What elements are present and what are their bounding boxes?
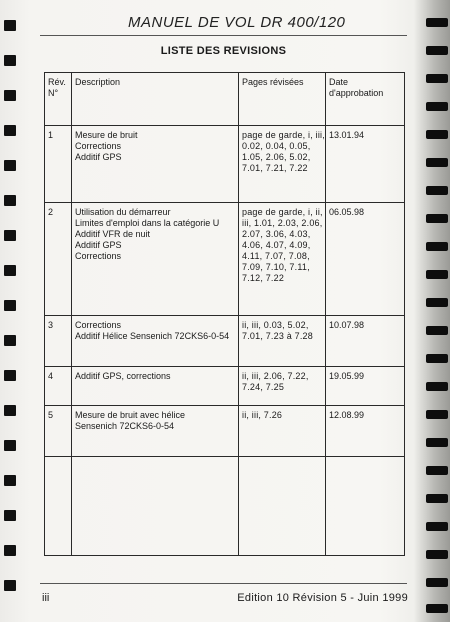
page-number: iii [42,592,50,604]
description-line: Sensenich 72CKS6-0-54 [75,421,175,431]
binding-ring [426,158,448,167]
binding-hole [4,335,16,346]
rev-number: 3 [45,316,72,367]
binding-ring [426,214,448,223]
rev-pages [239,316,326,367]
binding-ring [426,410,448,419]
binding-hole [4,125,16,136]
header-divider [40,35,407,36]
pages-line: ii, iii, 0.03, 5.02, [242,320,309,330]
rev-number: 5 [45,406,72,457]
table-row [45,406,405,457]
binding-hole [4,55,16,66]
binding-ring [426,438,448,447]
rev-description [72,406,239,457]
binding-ring [426,604,448,613]
spiral-binding-left [0,0,22,622]
rev-pages [239,367,326,406]
header-date-line: Date [329,77,349,87]
table-row [45,126,405,203]
description-line: Corrections [75,251,122,261]
manual-title: MANUEL DE VOL DR 400/120 [128,14,346,31]
binding-hole [4,195,16,206]
description-line: Corrections [75,141,122,151]
rev-number: 1 [45,126,72,203]
description-line: Mesure de bruit [75,130,138,140]
table-row [45,367,405,406]
binding-ring [426,102,448,111]
rev-description [72,367,239,406]
empty-cell [326,457,405,556]
description-line: Additif GPS [75,152,122,162]
pages-line: page de garde, i, iii, [242,130,325,140]
pages-line: ii, iii, 2.06, 7.22, [242,371,309,381]
binding-ring [426,298,448,307]
binding-ring [426,550,448,559]
binding-hole [4,545,16,556]
pages-line: 7.09, 7.10, 7.11, [242,262,310,272]
pages-line: 2.07, 3.06, 4.03, [242,229,311,239]
rev-description [72,126,239,203]
revision-list-title: LISTE DES REVISIONS [160,45,287,57]
description-line: Additif GPS [75,240,122,250]
binding-ring [426,270,448,279]
pages-line: page de garde, i, ii, [242,207,323,217]
binding-ring [426,130,448,139]
revision-table [44,72,405,556]
rev-number: 2 [45,203,72,316]
binding-hole [4,265,16,276]
rev-date: 19.05.99 [326,367,405,406]
rev-description [72,203,239,316]
binding-ring [426,578,448,587]
pages-line: 7.01, 7.21, 7.22 [242,163,308,173]
pages-line: 1.05, 2.06, 5.02, [242,152,311,162]
binding-hole [4,440,16,451]
rev-date: 13.01.94 [326,126,405,203]
pages-line: 0.02, 0.04, 0.05, [242,141,311,151]
binding-ring [426,382,448,391]
pages-line: 7.01, 7.23 à 7.28 [242,331,313,341]
rev-date: 10.07.98 [326,316,405,367]
pages-line: 7.12, 7.22 [242,273,285,283]
description-line: Additif GPS, corrections [75,371,171,381]
rev-pages [239,126,326,203]
binding-hole [4,510,16,521]
binding-hole [4,580,16,591]
pages-line: ii, iii, 7.26 [242,410,283,420]
header-pages: Pages révisées [239,73,326,126]
header-rev-line: N° [48,88,59,98]
binding-ring [426,522,448,531]
empty-cell [239,457,326,556]
binding-ring [426,74,448,83]
binding-ring [426,354,448,363]
table-row [45,316,405,367]
table-row-empty [45,457,405,556]
footer-divider [40,583,407,584]
description-line: Utilisation du démarreur [75,207,171,217]
empty-cell [45,457,72,556]
binding-ring [426,46,448,55]
rev-date: 06.05.98 [326,203,405,316]
description-line: Additif Hélice Sensenich 72CKS6-0-54 [75,331,230,341]
rev-pages [239,203,326,316]
rev-date: 12.08.99 [326,406,405,457]
binding-hole [4,160,16,171]
description-line: Mesure de bruit avec hélice [75,410,186,420]
binding-hole [4,300,16,311]
binding-hole [4,370,16,381]
pages-line: 7.24, 7.25 [242,382,285,392]
binding-ring [426,18,448,27]
description-line: Corrections [75,320,122,330]
pages-line: 4.11, 7.07, 7.08, [242,251,310,261]
empty-cell [72,457,239,556]
table-header-row [45,73,405,126]
binding-ring [426,494,448,503]
rev-description [72,316,239,367]
description-line: Additif VFR de nuit [75,229,151,239]
binding-hole [4,20,16,31]
header-date [326,73,405,126]
binding-hole [4,405,16,416]
header-rev-line: Rév. [48,77,66,87]
binding-ring [426,242,448,251]
rev-pages [239,406,326,457]
table-row [45,203,405,316]
spiral-binding-right [414,0,450,622]
pages-line: 4.06, 4.07, 4.09, [242,240,311,250]
description-line: Limites d'emploi dans la catégorie U [75,218,220,228]
binding-hole [4,230,16,241]
binding-ring [426,466,448,475]
binding-hole [4,475,16,486]
header-description: Description [72,73,239,126]
rev-number: 4 [45,367,72,406]
binding-hole [4,90,16,101]
pages-line: iii, 1.01, 2.03, 2.06, [242,218,323,228]
header-rev [45,73,72,126]
binding-ring [426,186,448,195]
header-date-line: d'approbation [329,88,384,98]
binding-ring [426,326,448,335]
edition-label: Edition 10 Révision 5 - Juin 1999 [237,592,408,604]
